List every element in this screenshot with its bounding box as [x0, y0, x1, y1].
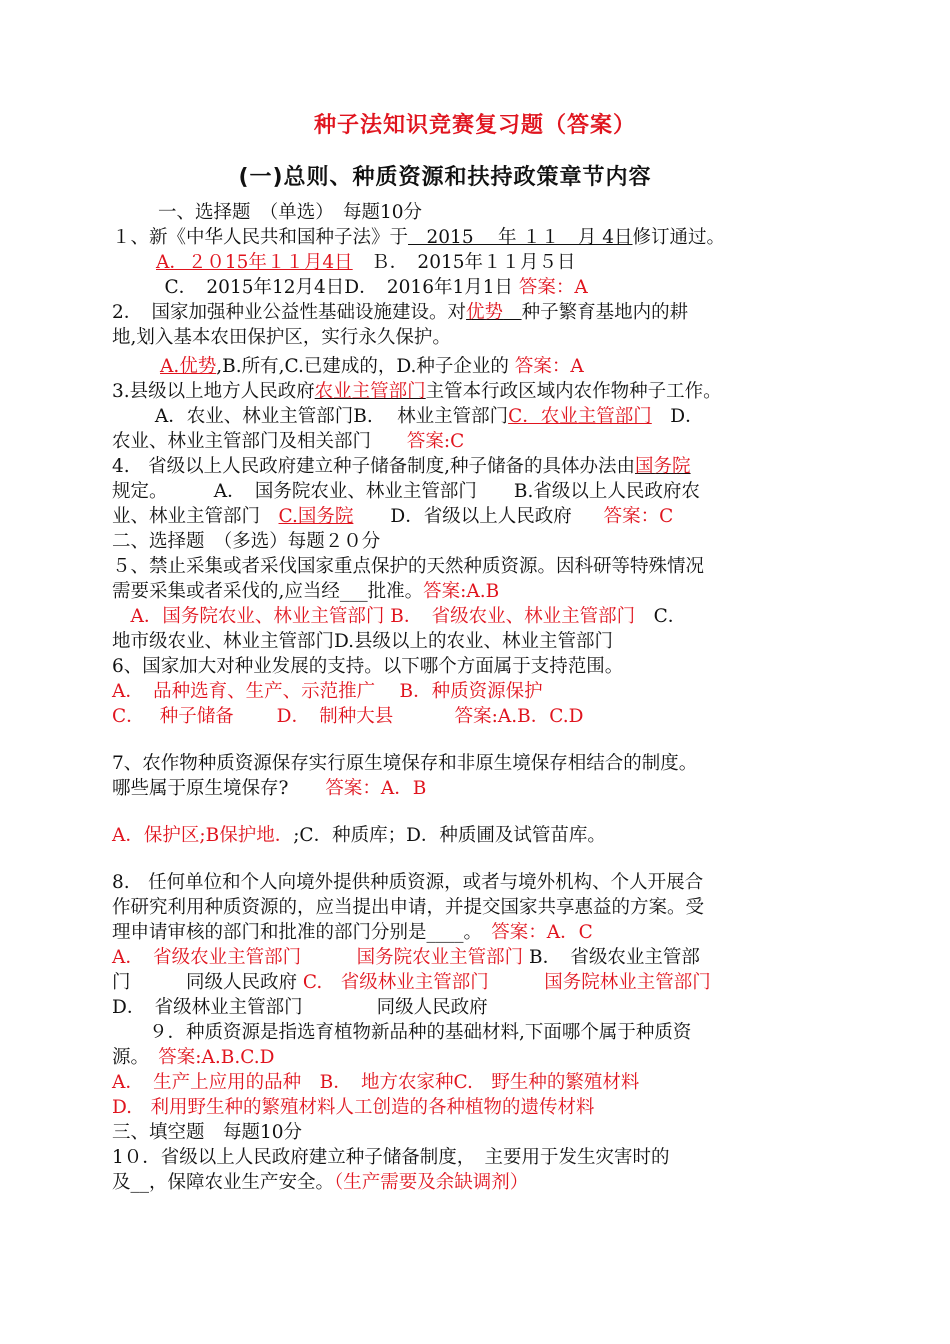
question-7-options-ab: A．保护区;B保护地．	[112, 825, 294, 846]
question-4-fill: 国务院	[635, 456, 691, 477]
question-8-line-2: 作研究利用种质资源的，应当提出申请，并提交国家共享惠益的方案。受	[112, 897, 705, 918]
section-header-multiple-choice: 二、选择题 （多选）每题２０分	[112, 531, 381, 552]
question-10-line-1: 1０．省级以上人民政府建立种子储备制度， 主要用于发生灾害时的	[112, 1147, 670, 1168]
question-4-line-3	[112, 504, 842, 529]
question-4-line-1	[112, 454, 842, 479]
question-3-option-c: C．农业主管部门	[508, 406, 652, 427]
question-9-line-3: A． 生产上应用的品种 B． 地方农家种C. 野生种的繁殖材料	[112, 1072, 640, 1093]
question-8-line-1: 8. 任何单位和个人向境外提供种质资源，或者与境外机构、个人开展合	[112, 872, 704, 893]
question-1-options-ab	[112, 250, 842, 275]
question-2-option-rest: ,B.所有,C.已建成的，D.种子企业的	[216, 356, 509, 377]
question-5-options-ab: A．国务院农业、林业主管部门 B． 省级农业、林业主管部门	[112, 606, 636, 627]
question-1-option-cd: C． 2015年12月4日D． 2016年1月1日	[146, 277, 514, 298]
question-3-line-1	[112, 379, 842, 404]
question-8-option-c: C. 省级林业主管部门 国务院林业主管部门	[297, 972, 711, 993]
question-1-text-a: １、新《中华人民共和国种子法》于	[112, 227, 409, 248]
question-8-option-b: B． 省级农业主管部	[523, 947, 700, 968]
question-7-text: 哪些属于原生境保存?	[112, 778, 326, 799]
question-7-options	[112, 823, 842, 848]
question-7-options-cd: ;C．种质库；D．种质圃及试管苗库。	[293, 825, 606, 846]
question-4-text-a: 4. 省级以上人民政府建立种子储备制度,种子储备的具体办法由	[112, 456, 636, 477]
question-2-option-a: A.优势	[160, 356, 217, 377]
question-6-line-2: A． 品种选育、生产、示范推广 B．种质资源保护	[112, 681, 543, 702]
question-3-option-d: 农业、林业主管部门及相关部门	[112, 431, 372, 452]
question-8-option-b-cont: 门 同级人民政府	[112, 972, 298, 993]
question-1-answer: 答案：A	[518, 277, 588, 298]
question-5-option-c-prefix: C．	[635, 606, 687, 627]
question-10-line-2	[112, 1170, 842, 1195]
question-5-answer: 答案:A.B	[423, 581, 500, 602]
question-2-answer: 答案：A	[514, 356, 584, 377]
question-4-option-c: C.国务院	[278, 506, 354, 527]
question-5-line-2	[112, 579, 842, 604]
question-2-line-1	[112, 300, 842, 325]
question-3-text-a: 3.县级以上地方人民政府	[112, 381, 315, 402]
question-3-line-2	[112, 404, 842, 429]
question-2-blank-tail	[503, 302, 522, 323]
question-2-options	[112, 354, 842, 379]
question-9-line-4: D. 利用野生种的繁殖材料人工创造的各种植物的遗传材料	[112, 1097, 595, 1118]
question-1-blank: 2015 年 １１ 月 4日	[408, 227, 633, 248]
question-6-line-3: C． 种子储备 D． 制种大县 答案:A.B．C.D	[112, 706, 584, 727]
question-5-line-4: 地市级农业、林业主管部门D.县级以上的农业、林业主管部门	[112, 631, 614, 652]
question-9-line-2	[112, 1045, 842, 1070]
question-2-line-2: 地,划入基本农田保护区，实行永久保护。	[112, 327, 451, 348]
spacer	[112, 801, 842, 823]
question-8-line-4	[112, 945, 842, 970]
question-4-option-d: D．省级以上人民政府	[353, 506, 572, 527]
question-2-text-c: 种子繁育基地内的耕	[521, 302, 689, 323]
question-8-line-6: D． 省级林业主管部门 同级人民政府	[112, 997, 488, 1018]
question-1-option-b: Ｂ． 2015年１１月５日	[352, 252, 576, 273]
section-subtitle: (一)总则、种质资源和扶持政策章节内容	[238, 165, 652, 190]
question-4-line-2: 规定。 A． 国务院农业、林业主管部门 B.省级以上人民政府农	[112, 481, 700, 502]
question-5-text: 需要采集或者采伐的,应当经___批准。	[112, 581, 424, 602]
question-9-answer: 答案:A.B.C.D	[158, 1047, 275, 1068]
spacer	[112, 848, 842, 870]
question-4-answer: 答案：C	[603, 506, 674, 527]
question-3-text-c: 主管本行政区域内农作物种子工作。	[425, 381, 722, 402]
question-9-text: 源。	[112, 1047, 159, 1068]
question-1-options-cd	[112, 275, 842, 300]
question-3-answer: 答案:C	[406, 431, 465, 452]
question-body	[112, 200, 842, 1195]
question-3-fill: 农业主管部门	[314, 381, 426, 402]
question-9-line-1: ９．种质资源是指选育植物新品种的基础材料,下面哪个属于种质资	[112, 1022, 692, 1043]
question-8-option-a: A． 省级农业主管部门 国务院农业主管部门	[112, 947, 524, 968]
spacer	[112, 729, 842, 751]
question-2-text-a: 2． 国家加强种业公益性基础设施建设。对	[112, 302, 467, 323]
question-1-option-a: A．２０15年１１月4日	[156, 252, 353, 273]
question-3-line-3	[112, 429, 842, 454]
question-2-fill: 优势	[466, 302, 504, 323]
question-7-line-2	[112, 776, 842, 801]
question-4-option-b-cont: 业、林业主管部门	[112, 506, 279, 527]
question-8-answer: 答案：A．C	[491, 922, 593, 943]
question-5-line-3	[112, 604, 842, 629]
question-1-stem	[112, 225, 842, 250]
question-1-text-b: 修订通过。	[632, 227, 726, 248]
question-10-answer: （生产需要及余缺调剂）	[334, 1172, 529, 1193]
question-7-line-1: 7、农作物种质资源保存实行原生境保存和非原生境保存相结合的制度。	[112, 753, 698, 774]
question-8-line-5	[112, 970, 842, 995]
question-6-line-1: 6、国家加大对种业发展的支持。以下哪个方面属于支持范围。	[112, 656, 624, 677]
question-5-line-1: ５、禁止采集或者采伐国家重点保护的天然种质资源。因科研等特殊情况	[112, 556, 705, 577]
question-8-line-3	[112, 920, 842, 945]
section-header-fill-in: 三、填空题 每题10分	[112, 1122, 303, 1143]
question-3-options-ab: A．农业、林业主管部门B. 林业主管部门	[112, 406, 509, 427]
section-header-single-choice: 一、选择题 （单选） 每题10分	[158, 202, 423, 223]
question-7-answer: 答案：A．B	[325, 778, 427, 799]
question-3-option-d-prefix: D．	[651, 406, 704, 427]
document-title: 种子法知识竞赛复习题（答案）	[313, 113, 636, 138]
question-10-text: 及__，保障农业生产安全。	[112, 1172, 335, 1193]
question-8-text: 理申请审核的部门和批准的部门分别是____。	[112, 922, 492, 943]
